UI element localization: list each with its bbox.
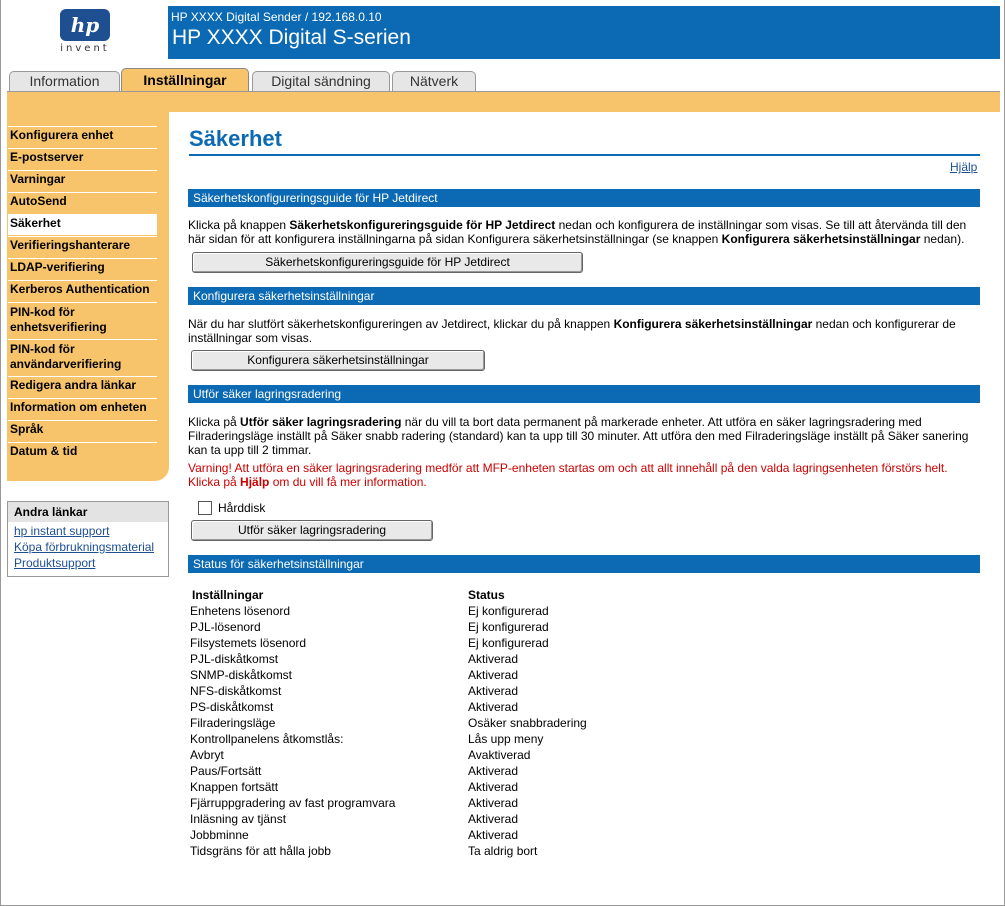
sidebar-item-autosend[interactable]: AutoSend (8, 192, 157, 213)
secure-erase-button[interactable]: Utför säker lagringsradering (191, 520, 433, 541)
section-configure-security-text: När du har slutfört säkerhetskonfigureringen av Jetdirect, klickar du på knappen Konfigurera säkerhetsinställningar nedan och konfigurerar de inställningar som visas. (188, 317, 956, 345)
title-divider (189, 154, 980, 156)
setting-status: Aktiverad (468, 684, 519, 698)
sidebar-item-sakerhet[interactable]: Säkerhet (8, 214, 157, 235)
setting-name: Avbryt (190, 748, 224, 762)
setting-status: Aktiverad (468, 764, 519, 778)
setting-status: Ej konfigurerad (468, 620, 549, 634)
table-row (190, 715, 790, 731)
setting-status: Lås upp meny (468, 732, 544, 746)
setting-status: Aktiverad (468, 668, 519, 682)
setting-name: Filsystemets lösenord (190, 636, 307, 650)
header-banner (168, 6, 1000, 59)
setting-name: PS-diskåtkomst (190, 700, 274, 714)
table-row (190, 667, 790, 683)
table-row (190, 747, 790, 763)
page-title: Säkerhet (189, 126, 282, 151)
column-header-status: Status (468, 588, 505, 602)
table-row (190, 651, 790, 667)
sidebar-item-ldap-verifiering[interactable]: LDAP-verifiering (8, 258, 157, 279)
setting-name: Tidsgräns för att hålla jobb (190, 844, 331, 858)
setting-status: Aktiverad (468, 780, 519, 794)
table-header-row (190, 587, 790, 603)
sidebar-item-verifieringshanterare[interactable]: Verifieringshanterare (8, 236, 157, 257)
device-subtitle: HP XXXX Digital Sender / 192.168.0.10 (171, 10, 382, 24)
tab-digital-sandning[interactable]: Digital sändning (252, 71, 390, 91)
setting-name: Knappen fortsätt (190, 780, 279, 794)
sidebar-item-datum-tid[interactable]: Datum & tid (8, 442, 157, 463)
setting-name: SNMP-diskåtkomst (190, 668, 293, 682)
configure-security-button[interactable]: Konfigurera säkerhetsinställningar (191, 350, 485, 371)
section-jetdirect-guide-text: Klicka på knappen Säkerhetskonfigureringsguide för HP Jetdirect nedan och konfigurera de inställningar som visas. Se till att återvända till den här sidan för att konfigurera inställningarna på sidan Konfigurera säkerhetsinställningar (se knappen Konfigurera säkerhetsinställningar nedan). (188, 218, 967, 246)
table-row (190, 603, 790, 619)
setting-name: Kontrollpanelens åtkomstlås: (190, 732, 344, 746)
security-status-table (190, 587, 790, 859)
table-row (190, 763, 790, 779)
setting-name: PJL-lösenord (190, 620, 261, 634)
tab-installningar[interactable]: Inställningar (121, 68, 249, 93)
setting-status: Aktiverad (468, 828, 519, 842)
setting-status: Ej konfigurerad (468, 604, 549, 618)
table-row (190, 827, 790, 843)
table-row (190, 635, 790, 651)
table-row (190, 619, 790, 635)
link-produktsupport[interactable]: Produktsupport (14, 556, 96, 570)
jetdirect-guide-button[interactable]: Säkerhetskonfigureringsguide för HP Jetdirect (192, 252, 583, 273)
section-header-configure-security: Konfigurera säkerhetsinställningar (188, 287, 980, 305)
help-link[interactable]: Hjälp (950, 160, 978, 174)
setting-status: Ta aldrig bort (468, 844, 538, 858)
section-header-jetdirect-guide: Säkerhetskonfigureringsguide för HP Jetdirect (188, 189, 980, 207)
harddisk-label: Hårddisk (218, 501, 266, 515)
tab-natverk[interactable]: Nätverk (392, 71, 476, 91)
sidebar-item-e-postserver[interactable]: E-postserver (8, 148, 157, 169)
sidebar-item-kerberos[interactable]: Kerberos Authentication (8, 280, 157, 301)
column-header-settings: Inställningar (192, 588, 264, 602)
tab-information[interactable]: Information (9, 71, 120, 91)
link-kopa-forbrukningsmaterial[interactable]: Köpa förbrukningsmaterial (14, 540, 155, 554)
setting-name: Enhetens lösenord (190, 604, 291, 618)
table-row (190, 683, 790, 699)
table-row (190, 779, 790, 795)
table-row (190, 699, 790, 715)
logo-tagline: invent (60, 43, 110, 54)
hp-logo (58, 9, 112, 57)
setting-name: Fjärruppgradering av fast programvara (190, 796, 396, 810)
setting-status: Avaktiverad (468, 748, 531, 762)
table-row (190, 843, 790, 859)
section-secure-erase-text: Klicka på Utför säker lagringsradering när du vill ta bort data permanent på markerade enheter. Att utföra en säker lagringsradering med Filraderingsläge inställt på Säker snabb radering (standard) kan ta upp till 30 minuter. Att utföra den med Filraderingsläge inställt på Säker sanering kan ta upp till 2 timmar. (188, 415, 969, 457)
setting-status: Aktiverad (468, 700, 519, 714)
sidebar-item-redigera-lankar[interactable]: Redigera andra länkar (8, 376, 157, 397)
other-links-box (7, 501, 169, 577)
table-row (190, 795, 790, 811)
sidebar-item-konfigurera-enhet[interactable]: Konfigurera enhet (8, 126, 157, 147)
harddisk-checkbox-row (198, 501, 265, 515)
sidebar-item-pin-enhet[interactable]: PIN-kod för enhetsverifiering (8, 302, 157, 338)
device-title: HP XXXX Digital S-serien (172, 26, 411, 49)
sidebar-item-sprak[interactable]: Språk (8, 420, 157, 441)
setting-status: Ej konfigurerad (468, 636, 549, 650)
harddisk-checkbox[interactable] (198, 501, 212, 515)
other-links-title: Andra länkar (8, 502, 168, 522)
window-border-left (0, 0, 1, 906)
tab-bar (0, 70, 1000, 92)
sidebar-item-information-enhet[interactable]: Information om enheten (8, 398, 157, 419)
section-header-secure-erase: Utför säker lagringsradering (188, 385, 980, 403)
table-row (190, 811, 790, 827)
setting-name: Inläsning av tjänst (190, 812, 287, 826)
setting-status: Aktiverad (468, 652, 519, 666)
sidebar-item-pin-anvandare[interactable]: PIN-kod för användarverifiering (8, 339, 157, 375)
tab-band (7, 91, 1000, 112)
section-header-security-status: Status för säkerhetsinställningar (188, 555, 980, 573)
setting-name: Jobbminne (190, 828, 249, 842)
setting-name: PJL-diskåtkomst (190, 652, 279, 666)
setting-name: Filraderingsläge (190, 716, 276, 730)
setting-status: Aktiverad (468, 812, 519, 826)
hp-logo-icon: hp (60, 9, 110, 41)
setting-name: Paus/Fortsätt (190, 764, 262, 778)
setting-status: Osäker snabbradering (468, 716, 587, 730)
setting-name: NFS-diskåtkomst (190, 684, 282, 698)
link-hp-instant-support[interactable]: hp instant support (14, 524, 110, 538)
setting-status: Aktiverad (468, 796, 519, 810)
secure-erase-warning: Varning! Att utföra en säker lagringsradering medför att MFP-enheten startas om och att allt innehåll på den valda lagringsenheten förstörs helt. Klicka på Hjälp om du vill få mer information. (188, 461, 948, 489)
table-row (190, 731, 790, 747)
sidebar-item-varningar[interactable]: Varningar (8, 170, 157, 191)
